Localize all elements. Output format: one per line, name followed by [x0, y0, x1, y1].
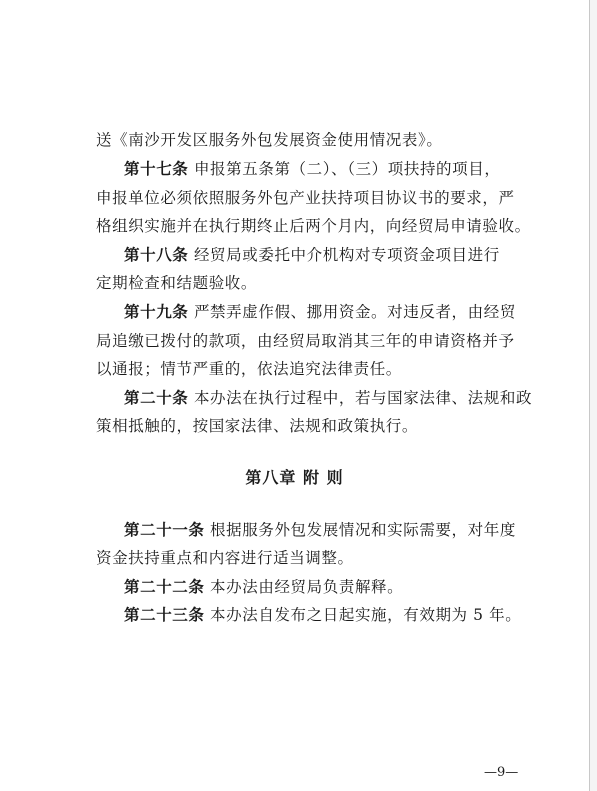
line-text: 资金扶持重点和内容进行适当调整。: [96, 549, 354, 567]
article-label: 第十七条: [124, 159, 189, 178]
text-line: [96, 548, 354, 568]
article-17-line: [124, 159, 500, 179]
page-edge-gutter: [590, 0, 597, 791]
article-label: 第二十条: [124, 388, 189, 407]
text-line: [96, 130, 442, 150]
article-21-line: [124, 520, 516, 540]
text-line: [96, 273, 257, 293]
article-label: 第二十三条: [124, 605, 205, 624]
line-text: 定期检查和结题验收。: [96, 274, 258, 292]
article-label: 第十八条: [124, 245, 189, 264]
line-text: 申报第五条第（二）、（三）项扶持的项目，: [193, 160, 501, 178]
article-label: 第二十一条: [124, 520, 205, 539]
line-text: 申报单位必须依照服务外包产业扶持项目协议书的要求，严: [96, 189, 515, 207]
article-22-line: [124, 577, 403, 597]
line-text: 本办法自发布之日起实施，有效期为 5 年。: [210, 606, 522, 624]
article-19-line: [124, 302, 516, 322]
line-text: 根据服务外包发展情况和实际需要，对年度: [210, 521, 516, 539]
line-text: 局追缴已拨付的款项，由经贸局取消其三年的申请资格并予: [96, 332, 515, 350]
line-text: 严禁弄虚作假、挪用资金。对违反者，由经贸: [193, 303, 516, 321]
article-label: 第二十二条: [124, 577, 205, 596]
text-line: [96, 188, 515, 208]
text-line: [96, 216, 531, 236]
article-18-line: [124, 245, 500, 265]
article-20-line: [124, 388, 532, 408]
text-line: [96, 359, 402, 379]
chapter-heading: 第八章 附 则: [245, 468, 344, 487]
line-text: 本办法由经贸局负责解释。: [210, 578, 404, 596]
line-text: 本办法在执行过程中，若与国家法律、法规和政: [193, 389, 533, 407]
text-line: [96, 331, 515, 351]
line-text: 以通报；情节严重的，依法追究法律责任。: [96, 360, 402, 378]
text-line: [96, 416, 418, 436]
article-23-line: [124, 605, 521, 625]
line-text: 经贸局或委托中介机构对专项资金项目进行: [193, 246, 500, 264]
line-text: 格组织实施并在执行期终止后两个月内，向经贸局申请验收。: [96, 217, 531, 235]
page-number: —9—: [484, 765, 519, 780]
line-text: 策相抵触的，按国家法律、法规和政策执行。: [96, 417, 419, 435]
article-label: 第十九条: [124, 302, 189, 321]
line-text: 送《南沙开发区服务外包发展资金使用情况表》。: [96, 131, 443, 149]
